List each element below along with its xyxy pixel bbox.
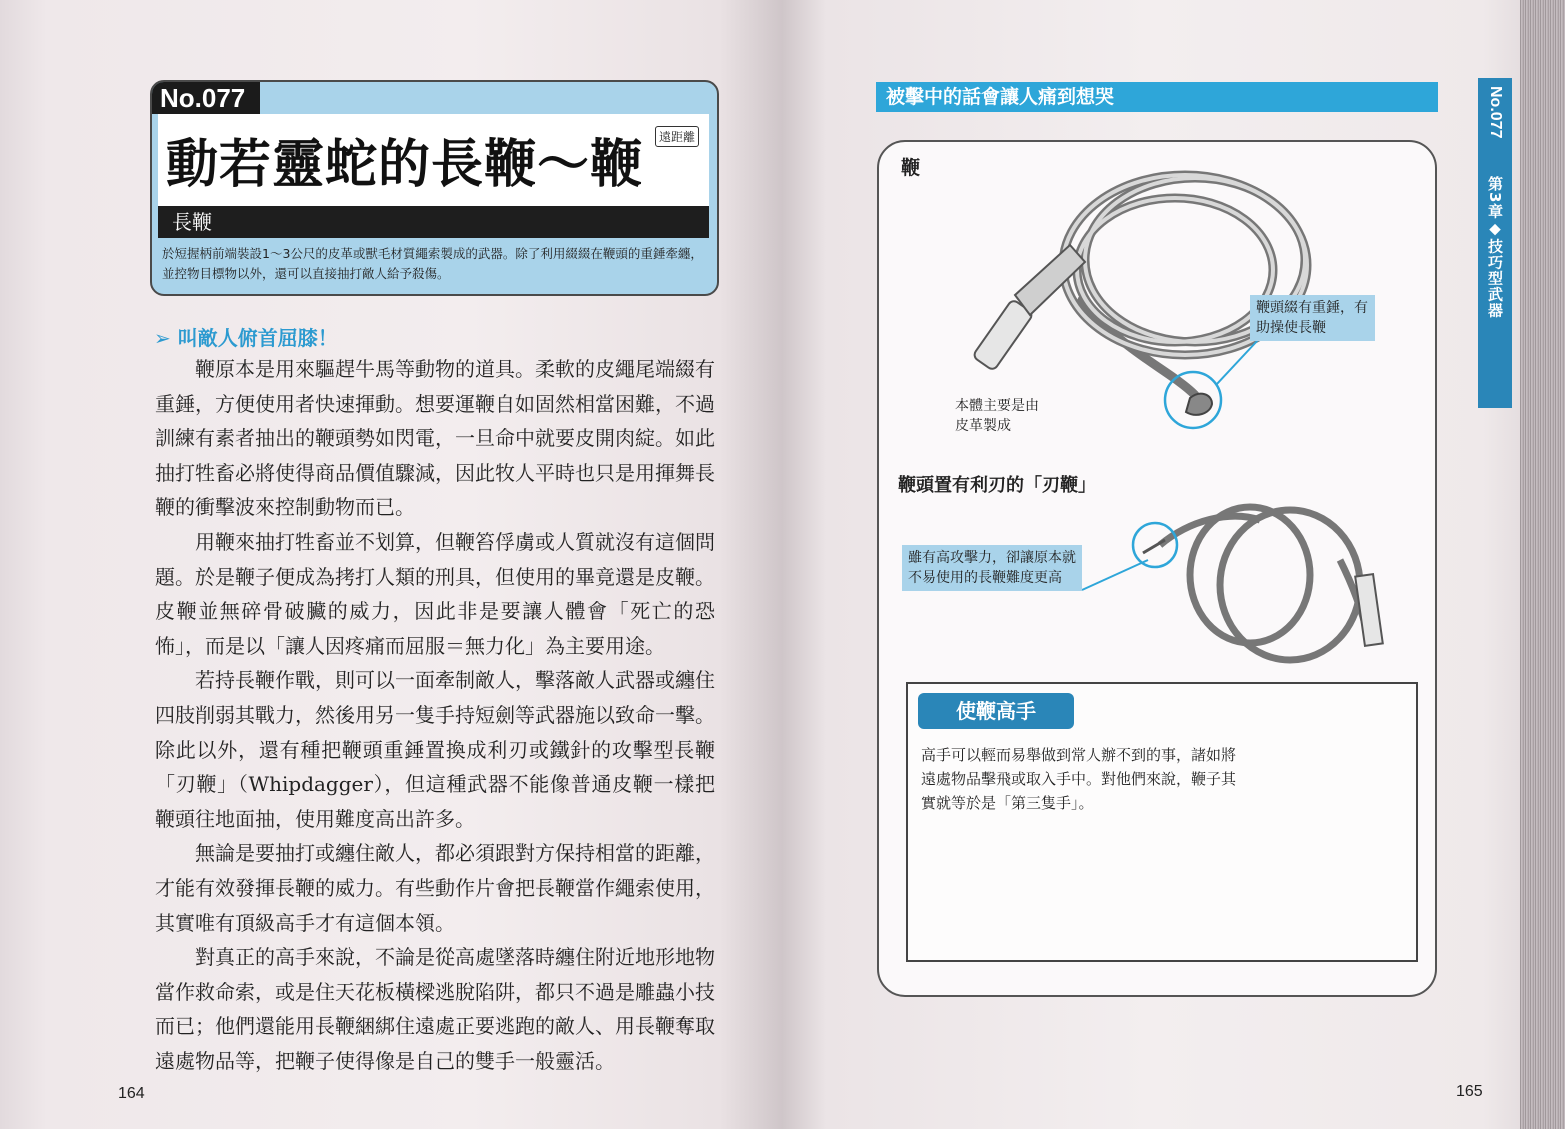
entry-number: No.077 <box>152 82 260 114</box>
range-badge: 遠距離 <box>655 126 699 147</box>
side-tab-number: No.077 <box>1487 86 1504 139</box>
blade-whip-title: 鞭頭置有利刃的「刃鞭」 <box>898 475 1096 496</box>
side-tab-chapter: 第3章◆技巧型武器 <box>1486 176 1504 319</box>
paragraph: 用鞭來抽打牲畜並不划算，但鞭笞俘虜或人質就沒有這個問題。於是鞭子便成為拷打人類的刑具，但使用的畢竟還是皮鞭。皮鞭並無碎骨破臟的威力，因此非是要讓人體會「死亡的恐怖」，而是以「讓人因疼痛而屈服＝無力化」為主要用途。 <box>155 529 715 658</box>
paragraph: 對真正的高手來說，不論是從高處墜落時纏住附近地形地物當作救命索，或是住天花板橫樑逃脫陷阱，都只不過是雕蟲小技而已；他們還能用長鞭綑綁住遠處正要逃跑的敵人、用長鞭奪取遠處物品等，把鞭子使得像是自己的雙手一般靈活。 <box>155 945 715 1073</box>
right-page-header: 被擊中的話會讓人痛到想哭 <box>876 82 1438 112</box>
entry-subtitle: 長鞭 <box>158 206 709 238</box>
page-number-left: 164 <box>118 1085 145 1102</box>
arrow-icon: ➢ <box>154 326 178 350</box>
page-number-right: 165 <box>1456 1083 1483 1100</box>
whip-master-title: 使鞭高手 <box>918 693 1074 729</box>
paragraph: 鞭原本是用來驅趕牛馬等動物的道具。柔軟的皮繩尾端綴有重錘，方便使用者快速揮動。想要運鞭自如固然相當困難，不過訓練有素者抽出的鞭頭勢如閃電，一旦命中就要皮開肉綻。如此抽打牲畜必將使得商品價值驟減，因此牧人平時也只是用揮舞長鞭的衝擊波來控制動物而已。 <box>155 357 715 520</box>
title-area <box>158 114 709 206</box>
note-material: 本體主要是由皮革製成 <box>955 398 1039 434</box>
whip-label: 鞭 <box>901 157 921 179</box>
whip-master-text: 高手可以輕而易舉做到常人辦不到的事，諸如將遠處物品擊飛或取入手中。對他們來說，鞭子其實就等於是「第三隻手」。 <box>921 746 1237 812</box>
entry-summary: 於短握柄前端裝設1～3公尺的皮革或獸毛材質繩索製成的武器。除了利用綴綴在鞭頭的重錘牽纏，並控物目標物以外，還可以直接抽打敵人給予殺傷。 <box>162 246 703 281</box>
entry-header <box>150 80 719 296</box>
body-text <box>155 352 715 1078</box>
paragraph: 若持長鞭作戰，則可以一面牽制敵人，擊落敵人武器或纏住四肢削弱其戰力，然後用另一隻手持短劍等武器施以致命一擊。除此以外，還有種把鞭頭重錘置換成利刃或鐵針的攻擊型長鞭「刃鞭」（Whipdagger），但這種武器不能像普通皮鞭一樣把鞭頭往地面抽，使用難度高出許多。 <box>155 668 715 831</box>
callout-blade: 雖有高攻擊力，卻讓原本就不易使用的長鞭難度更高 <box>902 545 1082 591</box>
paragraph: 無論是要抽打或纏住敵人，都必須跟對方保持相當的距離，才能有效發揮長鞭的威力。有些動作片會把長鞭當作繩索使用，其實唯有頂級高手才有這個本領。 <box>155 841 715 935</box>
page-edges <box>1520 0 1565 1129</box>
callout-weight: 鞭頭綴有重錘，有助操使長鞭 <box>1250 295 1375 341</box>
entry-title: 動若靈蛇的長鞭～鞭 <box>166 135 644 195</box>
section-heading-text: 叫敵人俯首屈膝！ <box>177 326 338 350</box>
section-heading <box>154 322 338 351</box>
